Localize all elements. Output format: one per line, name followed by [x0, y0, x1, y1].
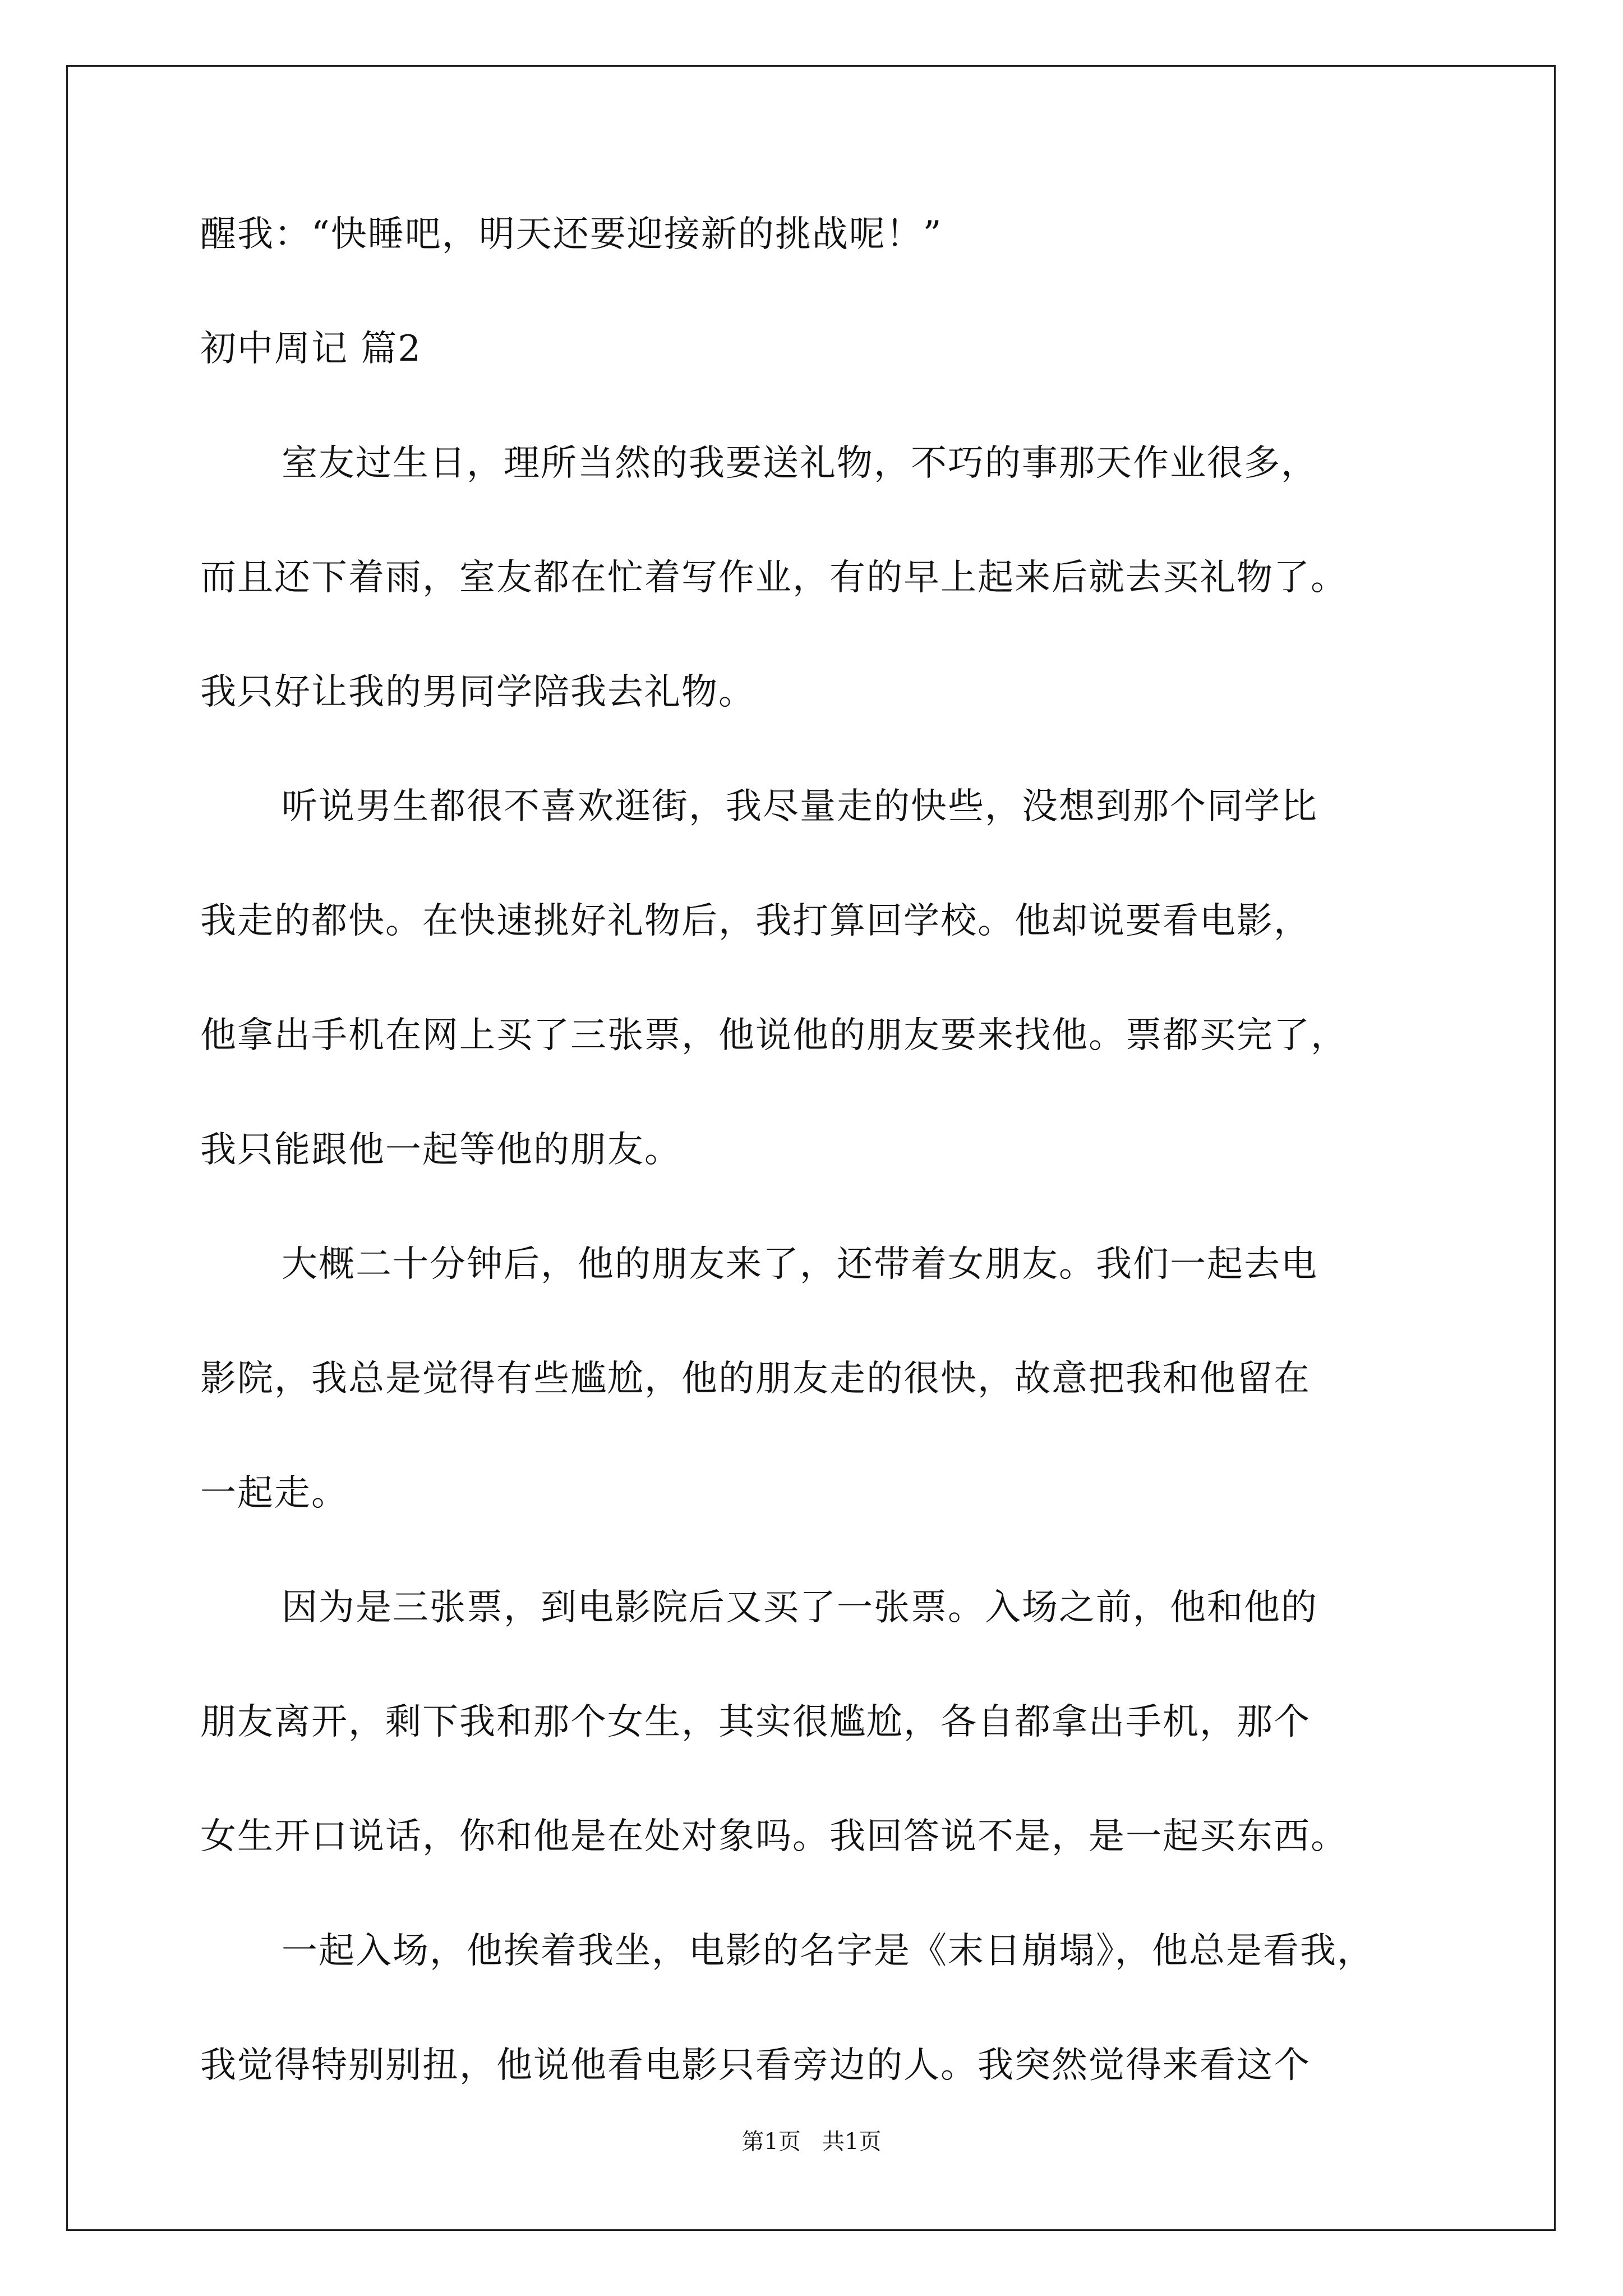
- paragraph-5-line-1: 一起入场，他挨着我坐，电影的名字是《末日崩塌》，他总是看我，: [282, 1930, 1374, 1972]
- paragraph-4-line-1: 因为是三张票，到电影院后又买了一张票。入场之前，他和他的: [282, 1587, 1318, 1628]
- paragraph-3-line-1: 大概二十分钟后，他的朋友来了，还带着女朋友。我们一起去电: [282, 1244, 1318, 1285]
- paragraph-3-line-2: 影院，我总是觉得有些尴尬，他的朋友走的很快，故意把我和他留在: [200, 1358, 1311, 1400]
- paragraph-2-line-2: 我走的都快。在快速挑好礼物后，我打算回学校。他却说要看电影，: [200, 900, 1311, 942]
- paragraph-2-line-1: 听说男生都很不喜欢逛街，我尽量走的快些，没想到那个同学比: [282, 786, 1318, 827]
- section-heading: 初中周记 篇2: [200, 328, 422, 370]
- paragraph-1-line-3: 我只好让我的男同学陪我去礼物。: [200, 671, 755, 713]
- paragraph-3-line-3: 一起走。: [200, 1473, 348, 1514]
- paragraph-2-line-3: 他拿出手机在网上买了三张票，他说他的朋友要来找他。票都买完了，: [200, 1015, 1348, 1056]
- paragraph-5-line-2: 我觉得特别别扭，他说他看电影只看旁边的人。我突然觉得来看这个: [200, 2045, 1311, 2086]
- text-line-continuation: 醒我：“快睡吧，明天还要迎接新的挑战呢！”: [200, 214, 943, 255]
- paragraph-2-line-4: 我只能跟他一起等他的朋友。: [200, 1129, 681, 1171]
- paragraph-1-line-1: 室友过生日，理所当然的我要送礼物，不巧的事那天作业很多，: [282, 443, 1318, 484]
- paragraph-1-line-2: 而且还下着雨，室友都在忙着写作业，有的早上起来后就去买礼物了。: [200, 557, 1348, 599]
- paragraph-4-line-3: 女生开口说话，你和他是在处对象吗。我回答说不是，是一起买东西。: [200, 1816, 1348, 1857]
- page-footer: 第1页 共1页: [741, 2129, 882, 2155]
- paragraph-4-line-2: 朋友离开，剩下我和那个女生，其实很尴尬，各自都拿出手机，那个: [200, 1701, 1311, 1743]
